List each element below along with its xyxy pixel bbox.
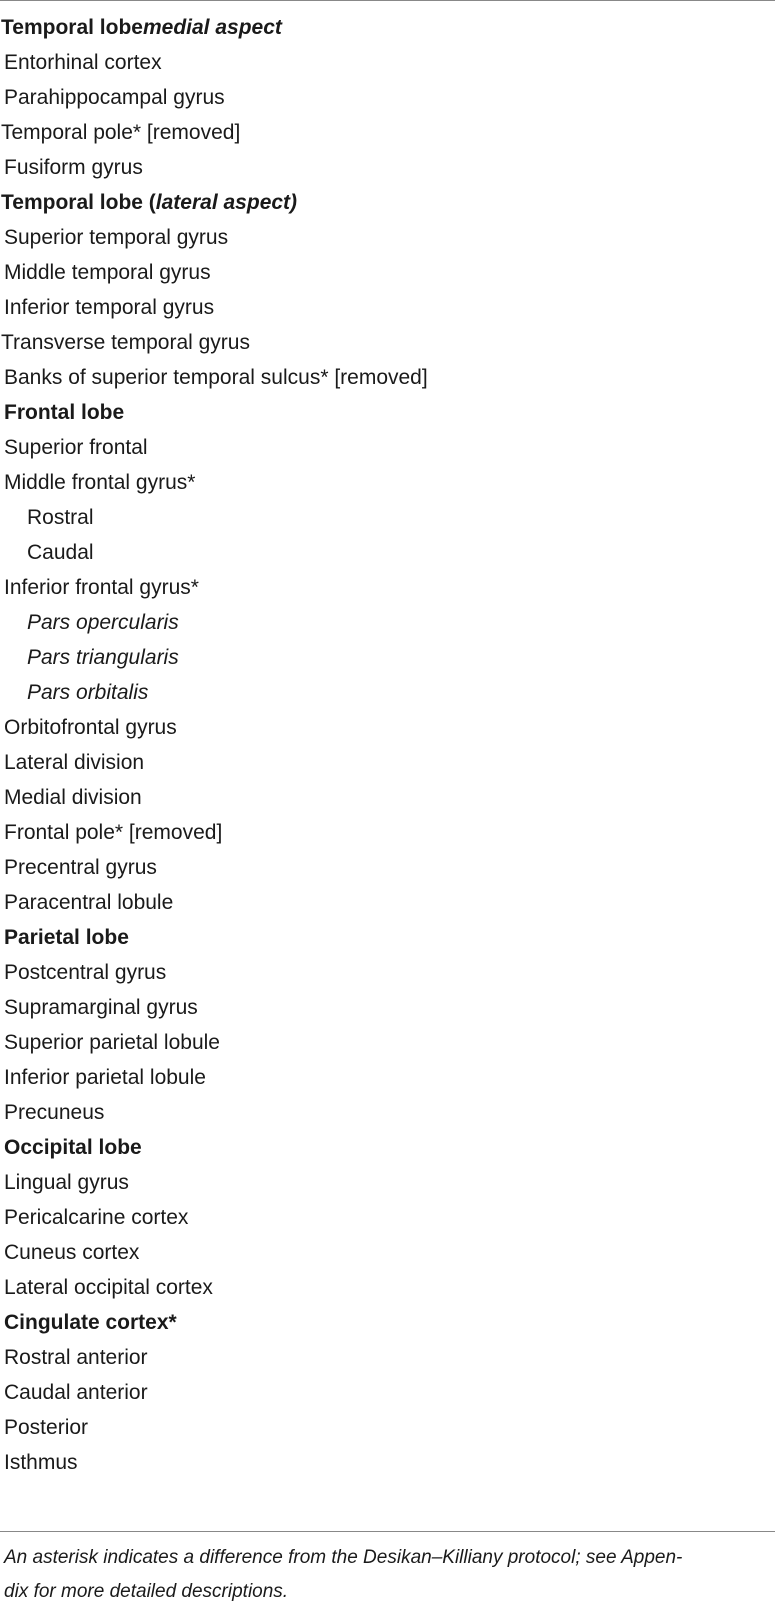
table-bottom-rule bbox=[0, 1531, 775, 1532]
table-row: Lateral division bbox=[4, 751, 145, 774]
heading-text: Temporal lobe ( bbox=[1, 191, 156, 214]
table-row: Parahippocampal gyrus bbox=[4, 86, 225, 109]
heading-aspect-text: medial aspect bbox=[142, 16, 282, 39]
table-footnote bbox=[4, 1541, 770, 1609]
table-row-sub: Rostral bbox=[27, 506, 94, 529]
heading-text: Temporal lobe bbox=[1, 16, 143, 39]
table-row: Posterior bbox=[4, 1416, 89, 1439]
section-heading-occipital: Occipital lobe bbox=[4, 1136, 142, 1159]
section-heading-cingulate: Cingulate cortex* bbox=[4, 1311, 177, 1334]
table-row: Paracentral lobule bbox=[4, 891, 174, 914]
table-row: Temporal pole* [removed] bbox=[1, 121, 241, 144]
table-row: Frontal pole* [removed] bbox=[4, 821, 223, 844]
table-row: Postcentral gyrus bbox=[4, 961, 167, 984]
table-row: Inferior temporal gyrus bbox=[4, 296, 215, 319]
table-row-sub: Pars orbitalis bbox=[27, 681, 149, 704]
table-row: Superior frontal bbox=[4, 436, 148, 459]
section-heading-frontal: Frontal lobe bbox=[4, 401, 125, 424]
table-row: Transverse temporal gyrus bbox=[1, 331, 250, 354]
table-row: Supramarginal gyrus bbox=[4, 996, 198, 1019]
table-row-sub: Pars triangularis bbox=[27, 646, 179, 669]
table-row: Fusiform gyrus bbox=[4, 156, 143, 179]
table-row: Precuneus bbox=[4, 1101, 105, 1124]
section-heading-parietal: Parietal lobe bbox=[4, 926, 129, 949]
table-row: Entorhinal cortex bbox=[4, 51, 162, 74]
heading-aspect-text: lateral aspect) bbox=[155, 191, 298, 214]
table-row: Medial division bbox=[4, 786, 142, 809]
table-row: Caudal anterior bbox=[4, 1381, 148, 1404]
footnote-line-1: An asterisk indicates a difference from the Desikan–Killiany protocol; see Appen- bbox=[4, 1547, 683, 1568]
table-row: Rostral anterior bbox=[4, 1346, 148, 1369]
table-row-sub: Caudal bbox=[27, 541, 94, 564]
table-row: Inferior parietal lobule bbox=[4, 1066, 206, 1089]
table-row-sub: Pars opercularis bbox=[27, 611, 179, 634]
table-row: Middle frontal gyrus* bbox=[4, 471, 196, 494]
table-row: Isthmus bbox=[4, 1451, 78, 1474]
table-row: Orbitofrontal gyrus bbox=[4, 716, 177, 739]
table-row: Superior parietal lobule bbox=[4, 1031, 220, 1054]
table-row: Banks of superior temporal sulcus* [removed] bbox=[4, 366, 428, 389]
section-heading-temporal-medial bbox=[1, 10, 282, 46]
footnote-line-2: dix for more detailed descriptions. bbox=[4, 1581, 289, 1602]
table-row: Lateral occipital cortex bbox=[4, 1276, 213, 1299]
table-top-rule bbox=[0, 0, 775, 1]
table-row: Precentral gyrus bbox=[4, 856, 157, 879]
table-row: Cuneus cortex bbox=[4, 1241, 140, 1264]
section-heading-temporal-lateral bbox=[1, 185, 297, 221]
table-row: Pericalcarine cortex bbox=[4, 1206, 189, 1229]
table-row: Superior temporal gyrus bbox=[4, 226, 229, 249]
table-row: Lingual gyrus bbox=[4, 1171, 129, 1194]
table-row: Inferior frontal gyrus* bbox=[4, 576, 199, 599]
table-row: Middle temporal gyrus bbox=[4, 261, 211, 284]
